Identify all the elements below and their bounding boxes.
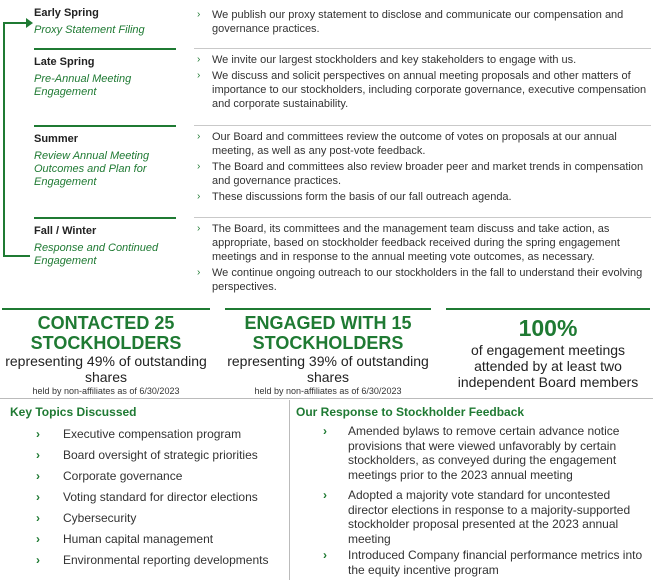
chevron-icon: › <box>36 553 40 567</box>
chevron-icon: › <box>36 448 40 462</box>
stage-bullet: › These discussions form the basis of our fall outreach agenda. <box>194 190 651 204</box>
column-divider <box>289 400 290 580</box>
cycle-loop-bottom <box>3 255 30 257</box>
stat-body: representing 39% of outstanding shares <box>227 353 429 385</box>
stage-bullet: › We continue ongoing outreach to our stockholders in the fall to understand their evolving perspectives. <box>194 266 651 294</box>
topic-item: › Executive compensation program <box>10 427 241 441</box>
chevron-icon: › <box>36 469 40 483</box>
chevron-icon: › <box>323 548 327 562</box>
chevron-icon: › <box>197 223 201 234</box>
stat-attendance <box>446 308 650 390</box>
stage-title: Late Spring <box>34 56 95 68</box>
chevron-icon: › <box>36 511 40 525</box>
stage-subtitle: Pre-Annual Meeting Engagement <box>34 73 132 98</box>
stage-bullet: › The Board, its committees and the management team discuss and take action, as appropriate, based on stockholder feedback received during the spring engagement meetings and in response to the annual meeting vote outcomes, as necessary. <box>194 222 651 264</box>
section-divider <box>0 398 653 399</box>
stage-subtitle: Response and Continued Engagement <box>34 242 159 267</box>
stat-contacted <box>2 308 210 397</box>
response-item: › Amended bylaws to remove certain advance notice provisions that were viewed unfavorably by certain stockholders, as conveyed during the engagement meetings prior to the 2023 annual meeting <box>295 424 650 482</box>
stage-subtitle: Proxy Statement Filing <box>34 24 145 36</box>
response-item: › Introduced Company financial performance metrics into the equity incentive program <box>295 548 650 577</box>
stage-title: Summer <box>34 133 79 145</box>
topic-item: › Corporate governance <box>10 469 182 483</box>
stat-body: representing 49% of outstanding shares <box>5 353 207 385</box>
chevron-icon: › <box>197 161 201 172</box>
stage-subtitle: Review Annual Meeting Outcomes and Plan for Engagement <box>34 150 150 188</box>
topic-item: › Environmental reporting developments <box>10 553 268 567</box>
stage-title: Fall / Winter <box>34 225 97 237</box>
chevron-icon: › <box>323 488 327 502</box>
stage-early-spring <box>34 0 651 48</box>
chevron-icon: › <box>36 532 40 546</box>
stage-fall-winter <box>34 217 651 299</box>
stage-bullet: › The Board and committees also review broader peer and market trends in compensation and governance practices. <box>194 160 651 188</box>
chevron-icon: › <box>197 70 201 81</box>
stat-headline: ENGAGED WITH 15 STOCKHOLDERS <box>244 313 412 353</box>
topic-item: › Board oversight of strategic priorities <box>10 448 258 462</box>
key-topics-heading: Key Topics Discussed <box>10 405 137 419</box>
stat-note: held by non-affiliates as of 6/30/2023 <box>254 386 402 396</box>
stage-bullet: › Our Board and committees review the outcome of votes on proposals at our annual meeting, as well as any post-vote feedback. <box>194 130 651 158</box>
stage-bullet: › We invite our largest stockholders and key stakeholders to engage with us. <box>194 53 651 67</box>
chevron-icon: › <box>36 427 40 441</box>
chevron-icon: › <box>323 424 327 438</box>
chevron-icon: › <box>197 131 201 142</box>
chevron-icon: › <box>197 9 201 20</box>
stage-title: Early Spring <box>34 7 99 19</box>
stat-body: of engagement meetings attended by at least two independent Board members <box>457 342 639 390</box>
topic-item: › Human capital management <box>10 532 213 546</box>
cycle-loop-line <box>3 22 5 257</box>
cycle-loop-top <box>3 22 27 24</box>
chevron-icon: › <box>197 54 201 65</box>
stat-headline: 100% <box>518 315 578 341</box>
stage-summer <box>34 125 651 217</box>
stat-note: held by non-affiliates as of 6/30/2023 <box>32 386 180 396</box>
topic-item: › Cybersecurity <box>10 511 136 525</box>
chevron-icon: › <box>197 191 201 202</box>
cycle-arrow-icon <box>26 18 33 28</box>
chevron-icon: › <box>197 267 201 278</box>
response-item: › Adopted a majority vote standard for uncontested director elections in response to a majority-supported stockholder proposal presented at the 2023 annual meeting <box>295 488 650 546</box>
stage-late-spring <box>34 48 651 126</box>
chevron-icon: › <box>36 490 40 504</box>
topic-item: › Voting standard for director elections <box>10 490 258 504</box>
response-heading: Our Response to Stockholder Feedback <box>296 405 525 419</box>
stage-bullet: › We discuss and solicit perspectives on annual meeting proposals and other matters of importance to our stockholders, including corporate governance, executive compensation and corporate sustainability. <box>194 69 651 111</box>
stage-bullet: › We publish our proxy statement to disclose and communicate our compensation and governance practices. <box>194 8 651 36</box>
stat-engaged <box>225 308 431 397</box>
stat-headline: CONTACTED 25 STOCKHOLDERS <box>30 313 182 353</box>
